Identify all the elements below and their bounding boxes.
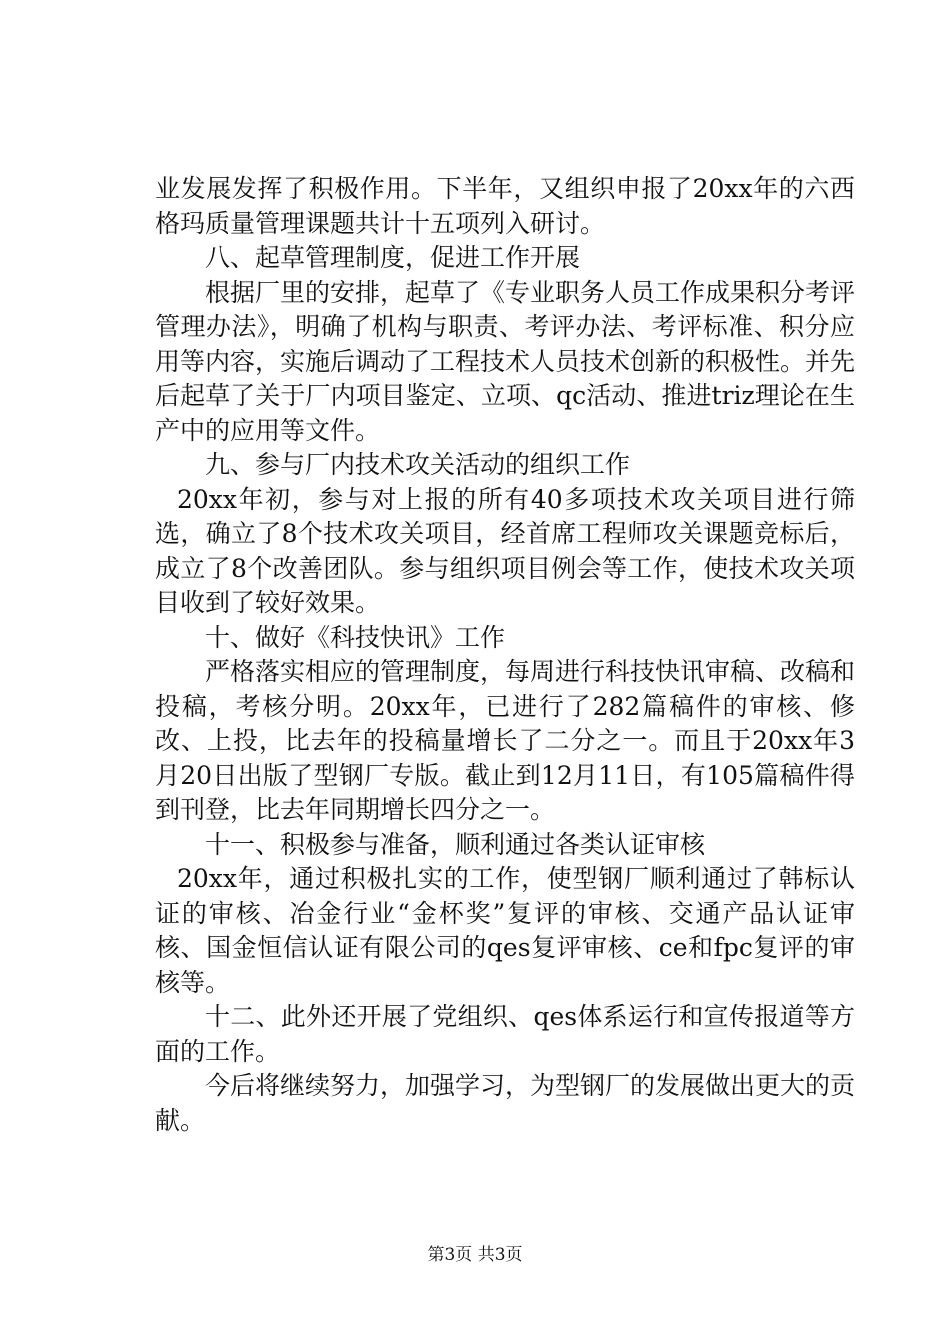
paragraph-section-11: 20xx年，通过积极扎实的工作，使型钢厂顺利通过了韩标认证的审核、冶金行业“金杯奖”复评的审核、交通产品认证审核、国金恒信认证有限公司的qes复评审核、ce和fpc复评的审核等。: [155, 864, 855, 997]
section-heading-10: 十、做好《科技快讯》工作: [205, 622, 506, 652]
paragraph-closing: 今后将继续努力，加强学习，为型钢厂的发展做出更大的贡献。: [155, 1071, 856, 1135]
paragraph-continuation: 业发展发挥了积极作用。下半年，又组织申报了20xx年的六西格玛质量管理课题共计十五项列入研讨。: [155, 174, 855, 238]
section-heading-9: 九、参与厂内技术攻关活动的组织工作: [205, 450, 631, 479]
document-body: [155, 172, 855, 1138]
paragraph-section-10: 严格落实相应的管理制度，每周进行科技快讯审稿、改稿和投稿，考核分明。20xx年，已进行了282篇稿件的审核、修改、上投，比去年的投稿量增长了二分之一。而且于20xx年3月20日出版了型钢厂专版。截止到12月11日，有105篇稿件得到刊登，比去年同期增长四分之一。: [155, 657, 856, 824]
paragraph-section-8: 根据厂里的安排，起草了《专业职务人员工作成果积分考评管理办法》，明确了机构与职责、考评办法、考评标准、积分应用等内容，实施后调动了工程技术人员技术创新的积极性。并先后起草了关于厂内项目鉴定、立项、qc活动、推进triz理论在生产中的应用等文件。: [155, 277, 856, 445]
paragraph-section-9: 20xx年初，参与对上报的所有40多项技术攻关项目进行筛选，确立了8个技术攻关项目，经首席工程师攻关课题竞标后，成立了8个改善团队。参与组织项目例会等工作，使技术攻关项目收到了较好效果。: [155, 484, 855, 617]
paragraph-section-12: 十二、此外还开展了党组织、qes体系运行和宣传报道等方面的工作。: [155, 1002, 855, 1066]
section-heading-11: 十一、积极参与准备，顺利通过各类认证审核: [205, 829, 706, 859]
section-heading-8: 八、起草管理制度，促进工作开展: [205, 243, 581, 272]
page-number-footer: 第3页 共3页: [427, 1245, 523, 1265]
